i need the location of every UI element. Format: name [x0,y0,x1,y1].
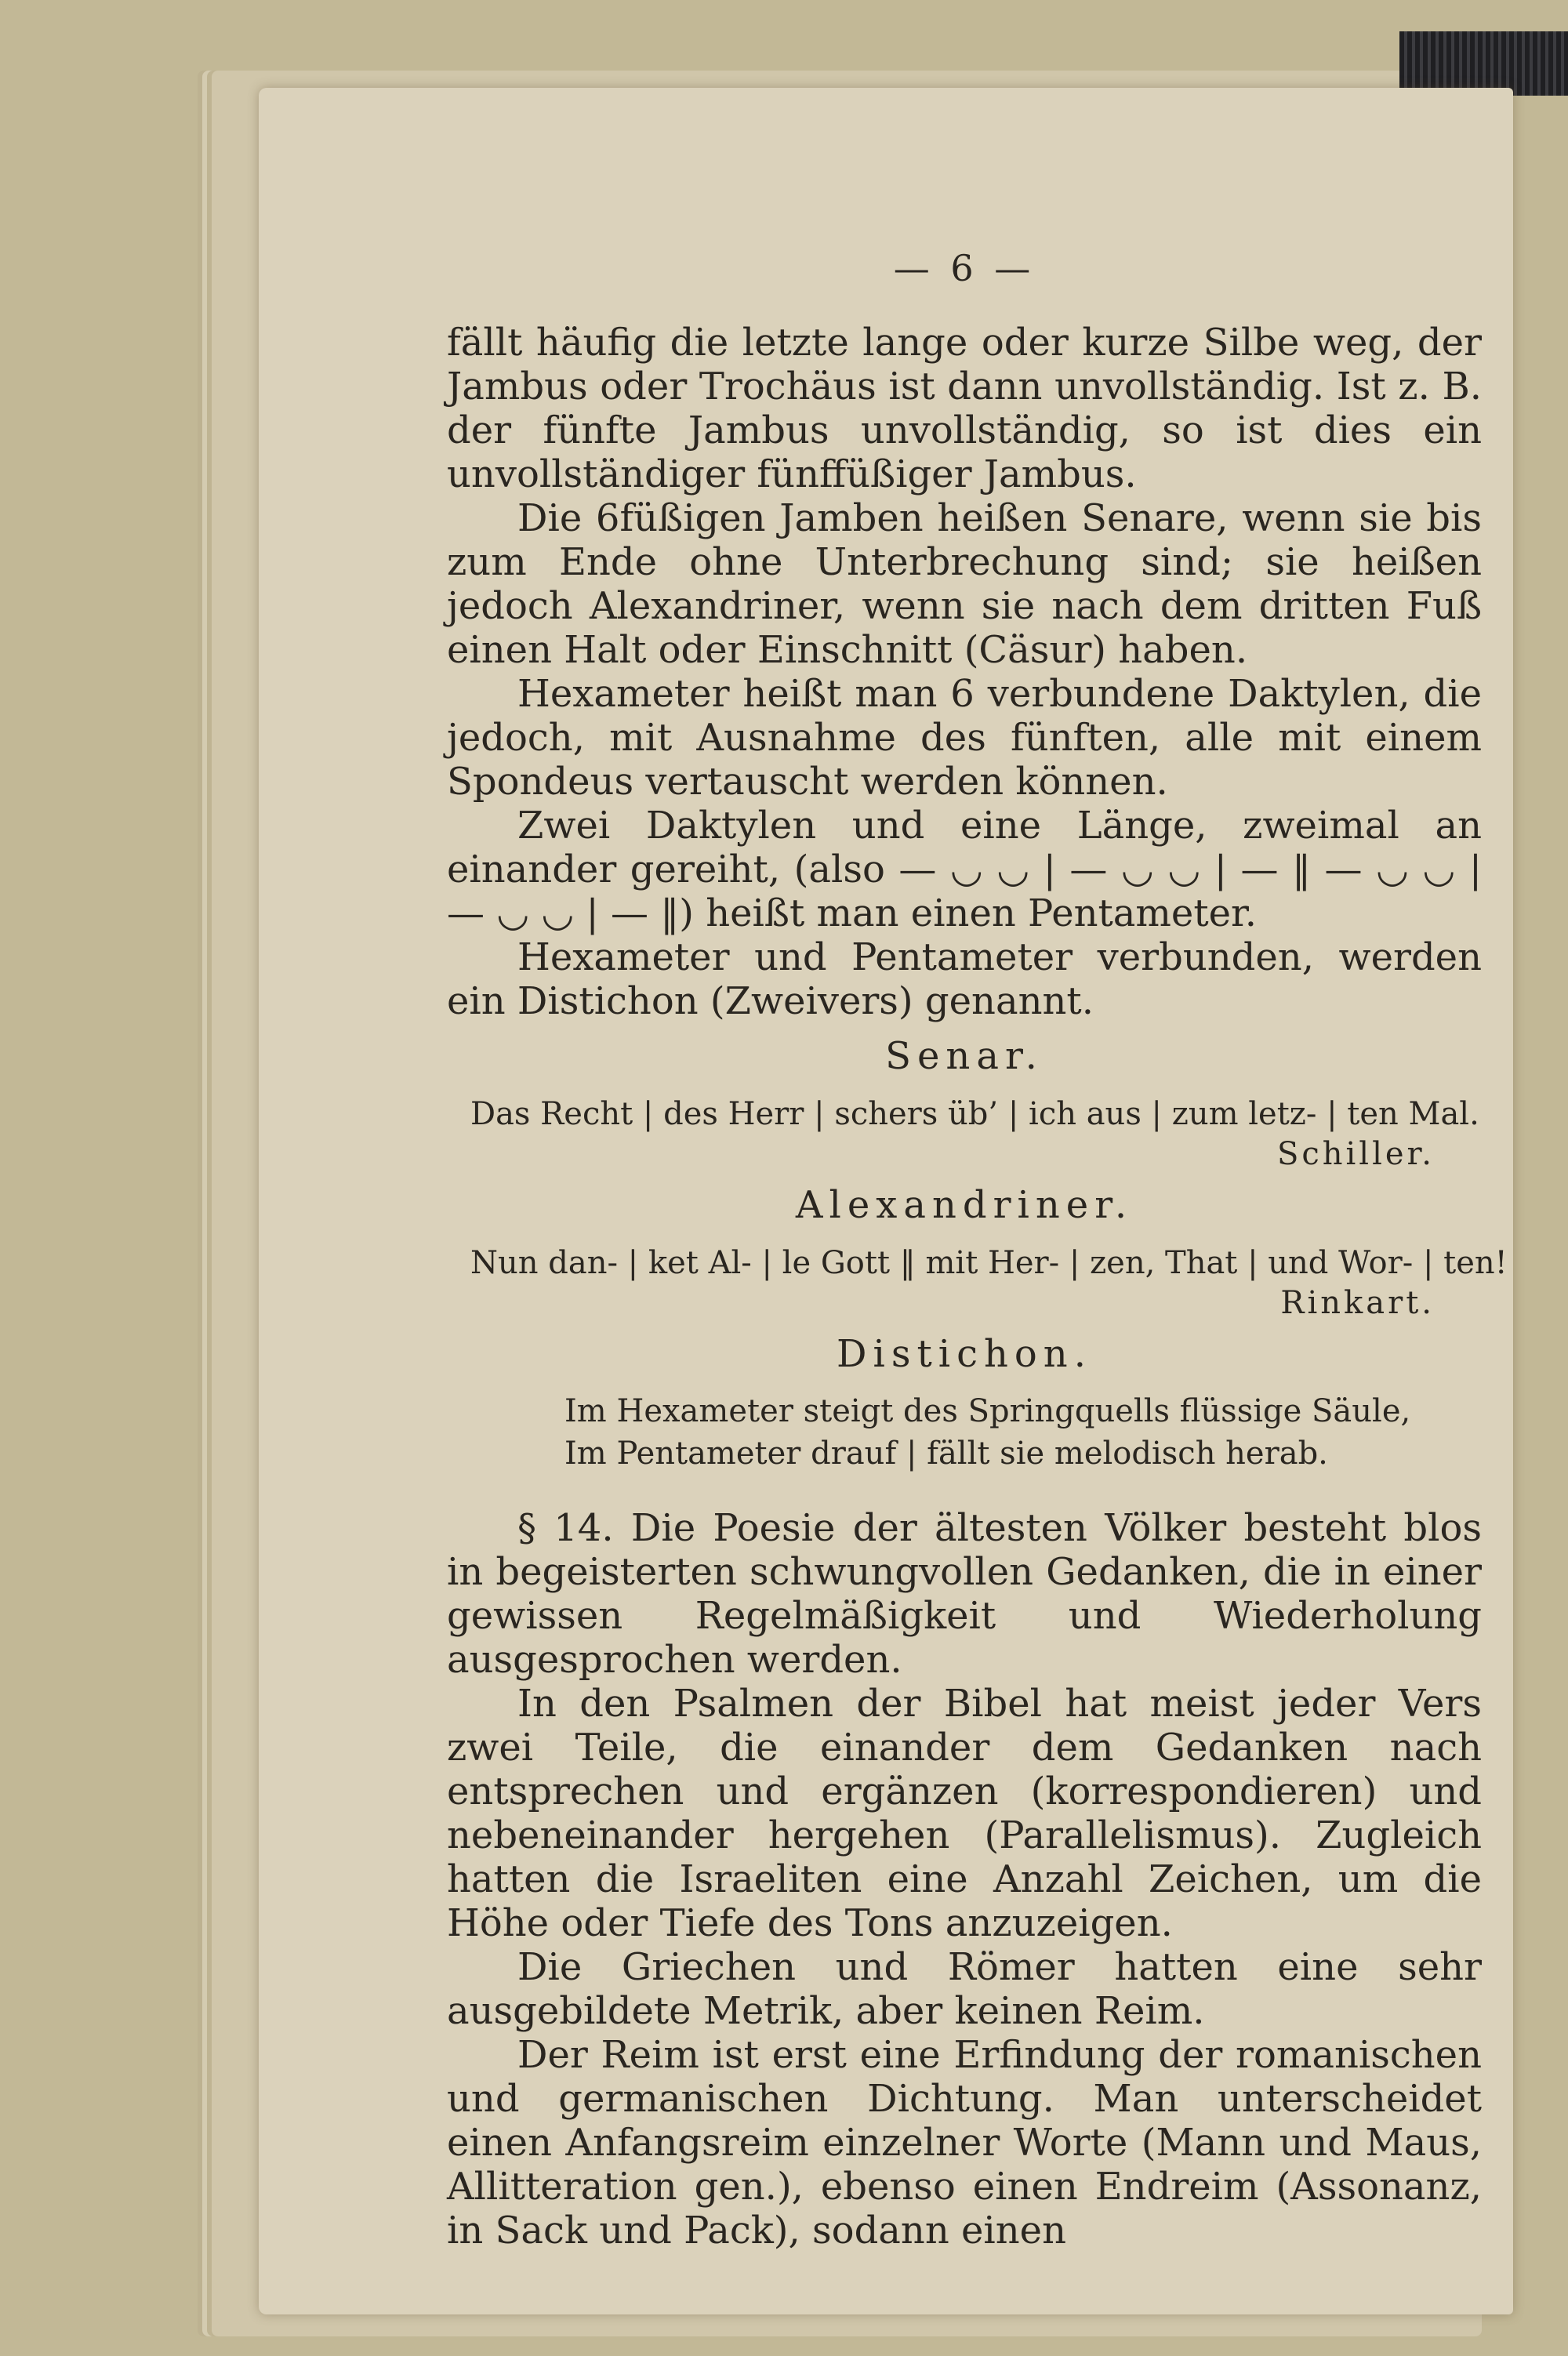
paragraph-4: Zwei Daktylen und eine Länge, zweimal an einander gereiht, (also — ◡ ◡ | — ◡ ◡ | — ‖ — ◡ ◡ | — ◡ ◡ | — ‖) heißt man einen Pentameter. [447,804,1482,935]
paragraph-3: Hexameter heißt man 6 verbundene Daktylen, die jedoch, mit Ausnahme des fünften, alle mit einem Spondeus vertauscht werden können. [447,672,1482,804]
paragraph-9: Der Reim ist erst eine Erfindung der romanischen und germanischen Dichtung. Man unterscheidet einen Anfangsreim einzelner Worte (Mann und Maus, Allitteration gen.), ebenso einen Endreim (Assonanz, in Sack und Pack), sodann einen [447,2033,1482,2253]
paragraph-8: Die Griechen und Römer hatten eine sehr ausgebildete Metrik, aber keinen Reim. [447,1945,1482,2033]
senar-verse: Das Recht | des Herr | schers üb’ | ich aus | zum letz- | ten Mal. [470,1096,1479,1132]
distichon-verse [564,1390,1482,1475]
book-spine-tab [1399,31,1568,96]
distichon-line-2: Im Pentameter drauf | fällt sie melodisch herab. [564,1436,1328,1472]
senar-heading: Senar. [885,1034,1044,1078]
paragraph-7: In den Psalmen der Bibel hat meist jeder Vers zwei Teile, die einander dem Gedanken nach entsprechen und ergänzen (korrespondieren) und nebeneinander hergehen (Parallelismus). Zugleich hatten die Israeliten eine Anzahl Zeichen, um die Höhe oder Tiefe des Tons anzuzeigen. [447,1682,1482,1945]
paragraph-5: Hexameter und Pentameter verbunden, werden ein Distichon (Zweivers) genannt. [447,935,1482,1023]
distichon-heading: Distichon. [837,1332,1092,1376]
distichon-line-1: Im Hexameter steigt des Springquells flüssige Säule, [564,1393,1411,1429]
paragraph-2: Die 6füßigen Jamben heißen Senare, wenn sie bis zum Ende ohne Unterbrechung sind; sie heißen jedoch Alexandriner, wenn sie nach dem dritten Fuß einen Halt oder Einschnitt (Cäsur) haben. [447,496,1482,672]
paragraph-6: § 14. Die Poesie der ältesten Völker besteht blos in begeisterten schwungvollen Gedanken, die in einer gewissen Regelmäßigkeit und Wiederholung ausgesprochen werden. [447,1506,1482,1682]
alexandriner-author: Rinkart. [1280,1285,1435,1321]
paragraph-1: fällt häufig die letzte lange oder kurze Silbe weg, der Jambus oder Trochäus ist dann unvollständig. Ist z. B. der fünfte Jambus unvollständig, so ist dies ein unvollständiger fünffüßiger Jambus. [447,321,1482,496]
senar-author: Schiller. [1276,1136,1435,1172]
alexandriner-heading: Alexandriner. [795,1183,1134,1227]
page-number: — 6 — [893,247,1036,289]
alexandriner-verse: Nun dan- | ket Al- | le Gott ‖ mit Her- | zen, That | und Wor- | ten! [470,1245,1508,1281]
page-text [447,247,1508,2253]
